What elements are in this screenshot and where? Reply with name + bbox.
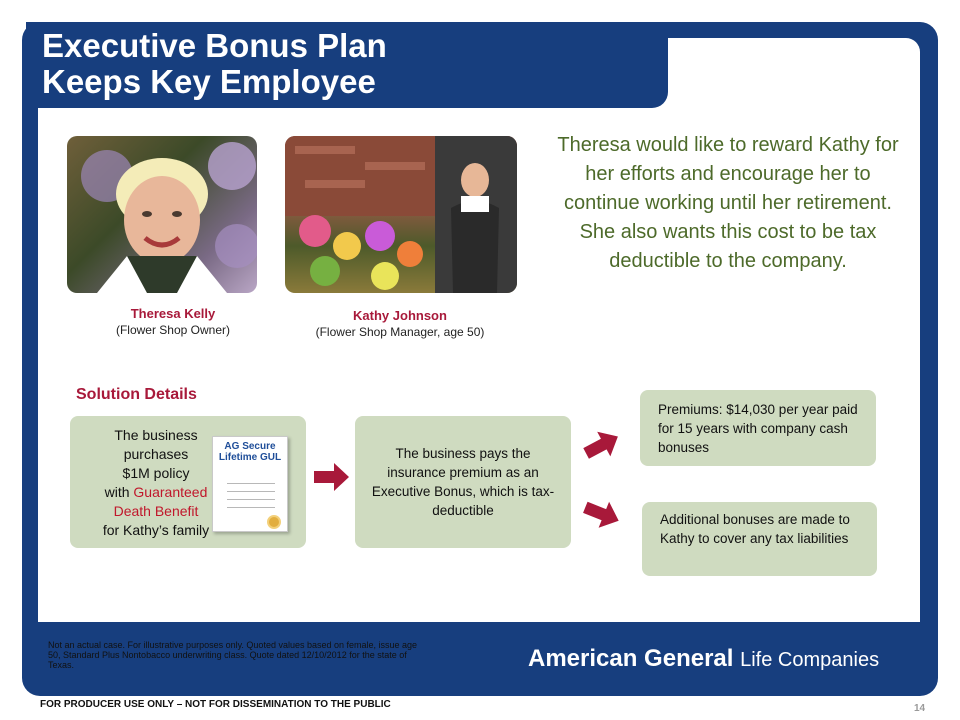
box1-line-1: The business (114, 427, 198, 443)
theresa-role: (Flower Shop Owner) (115, 323, 231, 337)
premiums-text: Premiums: $14,030 per year paid for 15 years with company cash bonuses (658, 402, 858, 455)
box1-line-6: for Kathy’s family (102, 522, 210, 538)
footnote: Not an actual case. For illustrative purposes only. Quoted values based on female, issue age 50, Standard Plus Nontobacco underwriting class. Quote dated 12/10/2012 for the state of Texas. (48, 640, 418, 670)
theresa-name: Theresa Kelly (130, 306, 216, 321)
solution-details-label: Solution Details (76, 386, 197, 403)
box1-line-4b: Guaranteed (133, 484, 208, 500)
box1-line-2: purchases (123, 446, 189, 462)
doc-line (227, 499, 275, 500)
kathy-caption (290, 308, 510, 339)
theresa-caption (67, 306, 279, 337)
box1-line-3: $1M policy (122, 465, 190, 481)
kathy-role: (Flower Shop Manager, age 50) (315, 325, 485, 339)
additional-bonuses-box (642, 502, 877, 576)
arrow-down-right-icon (582, 497, 622, 531)
theresa-photo (67, 136, 257, 293)
doc-line (227, 507, 275, 508)
doc-line (227, 491, 275, 492)
policy-document-label: AG Secure Lifetime GUL (218, 441, 282, 463)
brand-logo (528, 645, 879, 673)
arrow-up-right-icon (582, 428, 622, 462)
executive-bonus-box (355, 416, 571, 548)
policy-document-icon (212, 436, 288, 532)
page-number: 14 (914, 703, 926, 714)
premiums-box (640, 390, 876, 466)
seal-icon (267, 515, 281, 529)
additional-bonuses-text: Additional bonuses are made to Kathy to cover any tax liabilities (660, 512, 850, 546)
shop-storefront-icon (285, 136, 517, 293)
arrow-right-icon (314, 462, 350, 492)
box1-line-4a: with (104, 484, 134, 500)
title-line-2: Keeps Key Employee (42, 63, 376, 100)
slide-title (42, 28, 387, 100)
disclaimer: FOR PRODUCER USE ONLY – NOT FOR DISSEMINATION TO THE PUBLIC (40, 699, 391, 710)
kathy-name: Kathy Johnson (353, 308, 447, 323)
kathy-photo (285, 136, 517, 293)
executive-bonus-text: The business pays the insurance premium as an Executive Bonus, which is tax-deductible (371, 446, 555, 518)
woman-portrait-icon (67, 136, 257, 293)
intro-text: Theresa would like to reward Kathy for her efforts and encourage her to continue working until her retirement. She also wants this cost to be tax deductible to the company. (557, 134, 899, 272)
brand-suffix: Life Companies (740, 649, 880, 671)
doc-line (227, 483, 275, 484)
title-line-1: Executive Bonus Plan (42, 27, 387, 64)
box1-line-5: Death Benefit (113, 503, 199, 519)
brand-name: American General (528, 645, 734, 672)
